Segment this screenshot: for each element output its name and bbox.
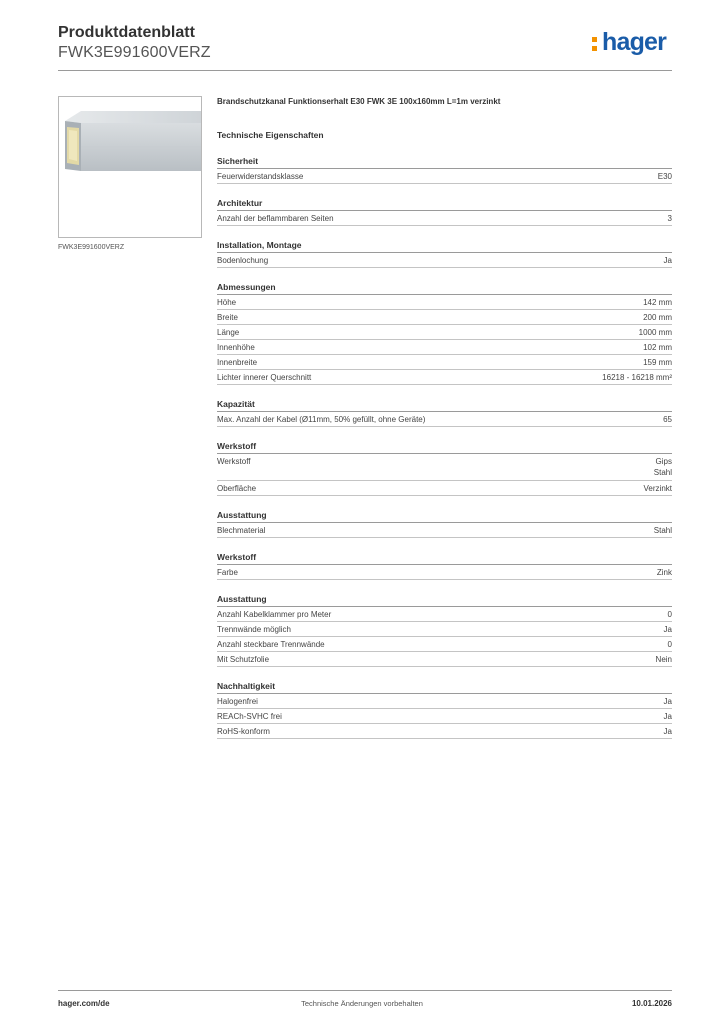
row-label: Anzahl steckbare Trennwände (217, 640, 325, 649)
table-row (217, 523, 672, 538)
footer-date: 10.01.2026 (631, 999, 672, 1008)
row-label: Innenbreite (217, 358, 258, 367)
row-value: E30 (657, 172, 672, 181)
footer-website: hager.com/de (58, 999, 110, 1008)
row-label: Halogenfrei (217, 697, 258, 706)
group-werkstoff (217, 440, 672, 496)
product-image (58, 96, 202, 238)
product-name: Brandschutzkanal Funktionserhalt E30 FWK 3E 100x160mm L=1m verzinkt (217, 97, 501, 106)
row-value: 159 mm (643, 358, 672, 367)
row-value: 16218 - 16218 mm² (602, 373, 672, 382)
table-row (217, 565, 672, 580)
row-value: 0 (667, 640, 672, 649)
table-row (217, 310, 672, 325)
row-label: Max. Anzahl der Kabel (Ø11mm, 50% gefüllt, ohne Geräte) (217, 415, 426, 424)
document-header (58, 24, 211, 63)
table-row (217, 295, 672, 310)
group-architektur (217, 197, 672, 226)
group-title: Ausstattung (217, 509, 672, 523)
group-installation (217, 239, 672, 268)
table-row (217, 694, 672, 709)
row-value: Ja (663, 256, 672, 265)
cable-duct-illustration (59, 97, 201, 237)
table-row (217, 211, 672, 226)
group-ausstattung-2 (217, 593, 672, 667)
row-value: Ja (663, 712, 672, 721)
row-label: Farbe (217, 568, 238, 577)
row-value: 0 (667, 610, 672, 619)
row-label: Innenhöhe (217, 343, 255, 352)
group-abmessungen (217, 281, 672, 385)
group-title: Sicherheit (217, 155, 672, 169)
row-value: Verzinkt (643, 484, 672, 493)
hager-logo (592, 28, 672, 56)
group-werkstoff-2 (217, 551, 672, 580)
page-title: Produktdatenblatt (58, 24, 195, 41)
row-value: Nein (655, 655, 672, 664)
table-row (217, 652, 672, 667)
row-label: Bodenlochung (217, 256, 269, 265)
group-title: Werkstoff (217, 551, 672, 565)
row-value: Stahl (653, 526, 672, 535)
row-label: Lichter innerer Querschnitt (217, 373, 312, 382)
row-value-line: Gips (655, 457, 672, 466)
row-value: 3 (667, 214, 672, 223)
row-value-line: Stahl (653, 468, 672, 477)
row-value: 65 (663, 415, 672, 424)
table-row (217, 607, 672, 622)
table-row (217, 709, 672, 724)
row-value: 102 mm (643, 343, 672, 352)
row-label: Feuerwiderstandsklasse (217, 172, 304, 181)
table-row (217, 340, 672, 355)
row-value: 200 mm (643, 313, 672, 322)
row-value: 142 mm (643, 298, 672, 307)
group-ausstattung (217, 509, 672, 538)
row-label: Anzahl Kabelklammer pro Meter (217, 610, 332, 619)
table-row (217, 169, 672, 184)
row-value: Ja (663, 727, 672, 736)
group-nachhaltigkeit (217, 680, 672, 739)
header-divider (58, 70, 672, 71)
table-row (217, 637, 672, 652)
row-label: Oberfläche (217, 484, 257, 493)
row-label: Mit Schutzfolie (217, 655, 270, 664)
row-label: Breite (217, 313, 238, 322)
row-label: Höhe (217, 298, 237, 307)
group-title: Abmessungen (217, 281, 672, 295)
table-row (217, 724, 672, 739)
table-row (217, 454, 672, 481)
row-value: Ja (663, 625, 672, 634)
row-label: Anzahl der beflammbaren Seiten (217, 214, 334, 223)
group-title: Installation, Montage (217, 239, 672, 253)
group-kapazitaet (217, 398, 672, 427)
group-title: Nachhaltigkeit (217, 680, 672, 694)
row-label: Länge (217, 328, 240, 337)
row-label: Blechmaterial (217, 526, 266, 535)
article-number: FWK3E991600VERZ (58, 44, 211, 61)
table-row (217, 355, 672, 370)
row-value (654, 456, 672, 478)
row-label: RoHS-konform (217, 727, 270, 736)
image-caption: FWK3E991600VERZ (58, 244, 125, 251)
footer-notice: Technische Änderungen vorbehalten (301, 999, 423, 1008)
properties-heading: Technische Eigenschaften (217, 130, 324, 140)
product-details (217, 96, 672, 739)
table-row (217, 481, 672, 496)
row-value: Ja (663, 697, 672, 706)
row-value: 1000 mm (638, 328, 672, 337)
table-row (217, 253, 672, 268)
row-label: Trennwände möglich (217, 625, 291, 634)
footer-divider (58, 990, 672, 991)
group-title: Werkstoff (217, 440, 672, 454)
group-title: Kapazität (217, 398, 672, 412)
group-title: Architektur (217, 197, 672, 211)
group-title: Ausstattung (217, 593, 672, 607)
table-row (217, 622, 672, 637)
table-row (217, 412, 672, 427)
table-row (217, 325, 672, 340)
row-label: REACh-SVHC frei (217, 712, 282, 721)
logo-wordmark: hager (602, 28, 667, 56)
row-value: Zink (656, 568, 672, 577)
group-sicherheit (217, 155, 672, 184)
table-row (217, 370, 672, 385)
row-label: Werkstoff (217, 457, 251, 466)
